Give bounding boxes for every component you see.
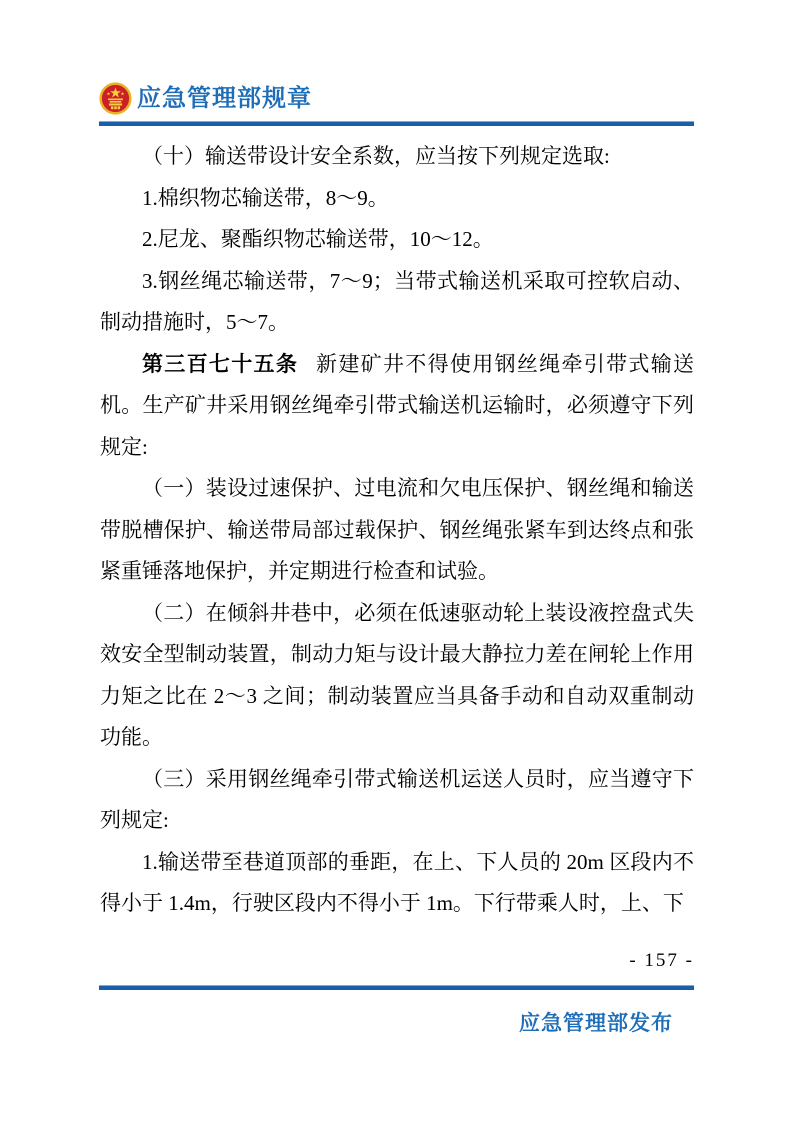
paragraph-container xyxy=(100,136,694,925)
national-emblem-icon xyxy=(99,82,132,115)
paragraph: （一）装设过速保护、过电流和欠电压保护、钢丝绳和输送带脱槽保护、输送带局部过载保护、钢丝绳张紧车到达终点和张紧重锤落地保护，并定期进行检查和试验。 xyxy=(100,476,694,583)
paragraph: 1.棉织物芯输送带，8～9。 xyxy=(142,185,389,210)
paragraph: 2.尼龙、聚酯织物芯输送带，10～12。 xyxy=(142,227,494,251)
header-rule xyxy=(99,121,694,126)
publisher-label: 应急管理部发布 xyxy=(519,1012,673,1035)
footer-rule xyxy=(99,985,694,990)
document-body xyxy=(100,136,694,925)
paragraph: （三）采用钢丝绳牵引带式输送机运送人员时，应当遵守下列规定: xyxy=(100,766,694,832)
paragraph: （二）在倾斜井巷中，必须在低速驱动轮上装设液控盘式失效安全型制动装置，制动力矩与设计最大静拉力差在闸轮上作用力矩之比在 2～3 之间；制动装置应当具备手动和自动双重制动功能。 xyxy=(100,600,694,749)
header-title: 应急管理部规章 xyxy=(137,85,312,112)
page-number: - 157 - xyxy=(629,950,694,971)
paragraph: 第三百七十五条 新建矿井不得使用钢丝绳牵引带式输送机。生产矿井采用钢丝绳牵引带式输送机运输时，必须遵守下列规定: xyxy=(100,351,695,459)
paragraph: 1.输送带至巷道顶部的垂距，在上、下人员的 20m 区段内不得小于 1.4m，行驶区段内不得小于 1m。下行带乘人时，上、下 xyxy=(100,849,694,915)
paragraph: 3.钢丝绳芯输送带，7～9；当带式输送机采取可控软启动、制动措施时，5～7。 xyxy=(100,268,694,334)
paragraph: （十）输送带设计安全系数，应当按下列规定选取: xyxy=(142,144,610,168)
page-header xyxy=(99,82,694,115)
article-number: 第三百七十五条 xyxy=(142,351,299,376)
